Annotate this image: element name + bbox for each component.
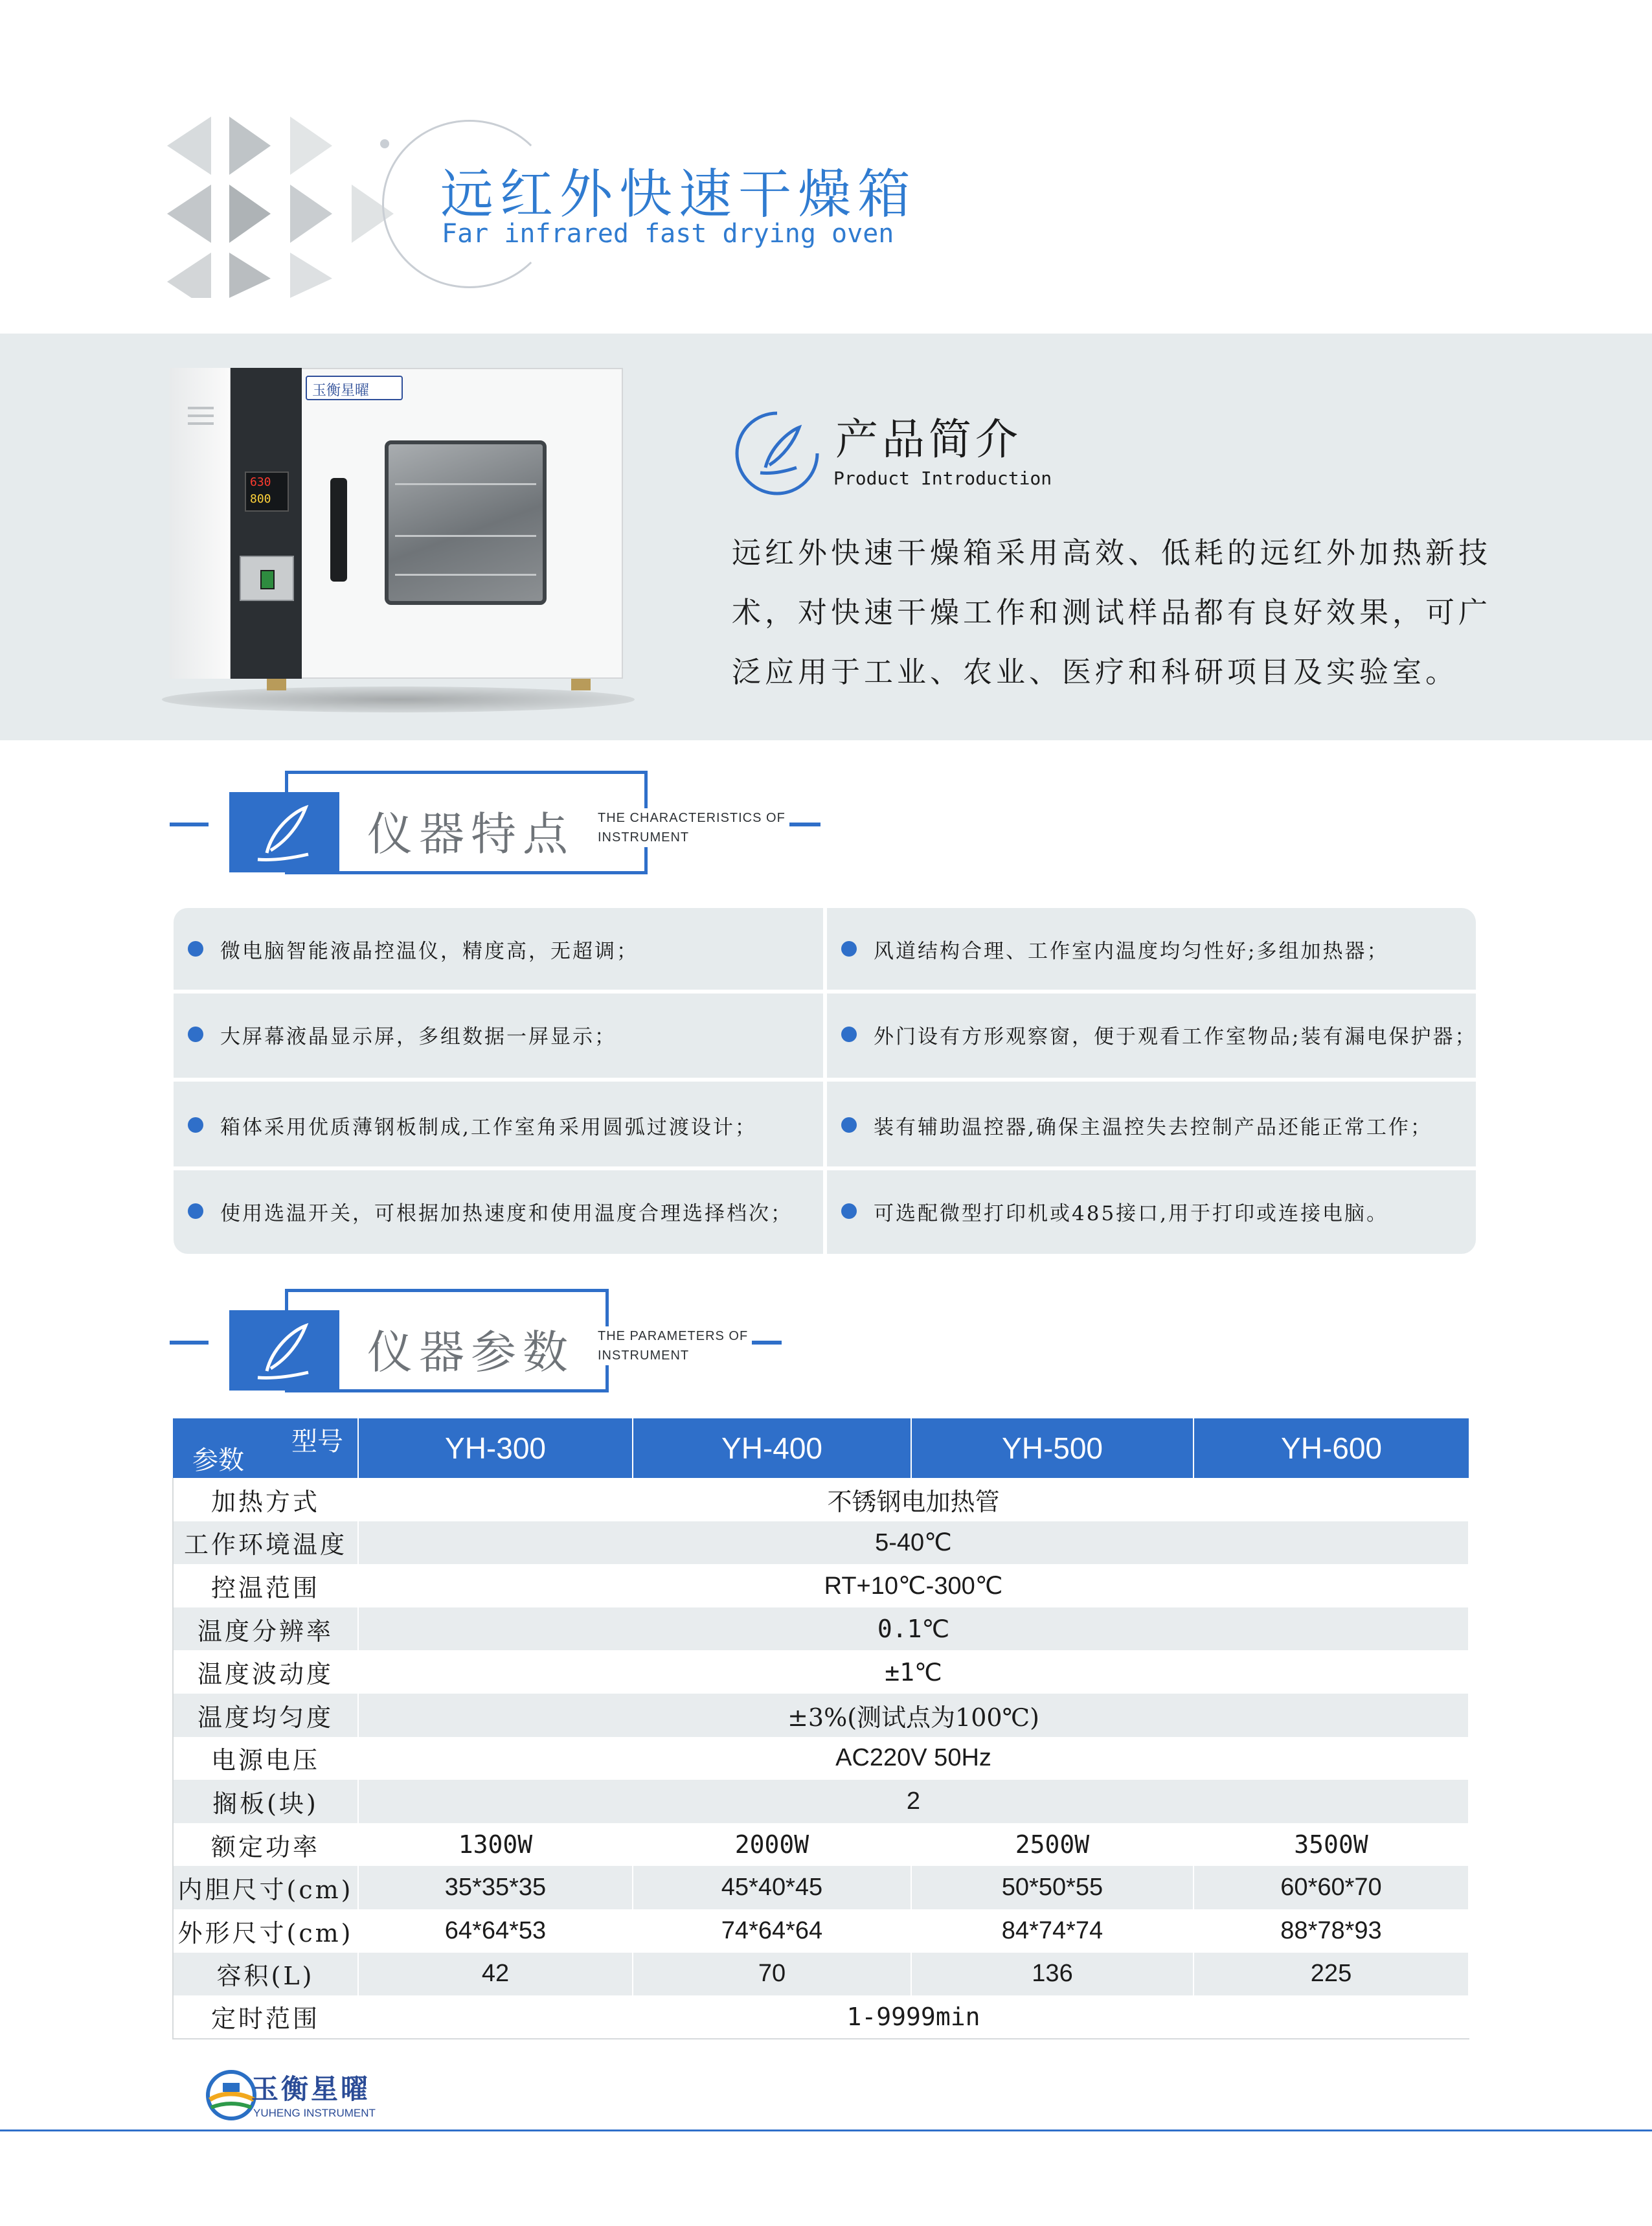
model-header: YH-300	[358, 1418, 633, 1478]
feature-item: 可选配微型打印机或485接口,用于打印或连接电脑。	[827, 1170, 1476, 1252]
table-row: 电源电压 AC220V 50Hz	[173, 1737, 1469, 1780]
params-title: 仪器参数	[361, 1316, 581, 1381]
oven-brand-label: 玉衡星曜	[306, 376, 403, 400]
intro-paragraph	[732, 523, 1506, 702]
table-row: 定时范围 1-9999min	[173, 1995, 1469, 2039]
product-image-oven	[170, 368, 623, 685]
features-title: 仪器特点	[361, 798, 581, 863]
feature-item: 外门设有方形观察窗，便于观看工作室物品;装有漏电保护器；	[827, 994, 1476, 1075]
oven-viewing-window	[385, 440, 547, 605]
intro-line: 远红外快速干燥箱采用高效、低耗的远红外加热新技	[732, 536, 1492, 570]
section-dash-left	[170, 823, 209, 826]
feature-item: 微电脑智能液晶控温仪，精度高，无超调；	[174, 908, 823, 990]
oven-door-handle	[330, 478, 347, 582]
features-grid	[174, 908, 1476, 1254]
feature-item: 装有辅助温控器,确保主温控失去控制产品还能正常工作；	[827, 1084, 1476, 1166]
bullet-dot	[841, 941, 857, 957]
bullet-dot	[188, 1203, 203, 1219]
table-row: 加热方式 不锈钢电加热管	[173, 1478, 1469, 1521]
page-title: 远红外快速干燥箱	[440, 164, 918, 225]
section-icon-box	[229, 1310, 339, 1391]
intro-title: 产品简介	[835, 415, 1022, 464]
params-title-en: THE PARAMETERS OF INSTRUMENT	[594, 1326, 752, 1365]
footer-divider	[0, 2129, 1652, 2131]
company-name-en: YUHENG INSTRUMENT	[253, 2107, 376, 2119]
intro-line: 泛应用于工业、农业、医疗和科研项目及实验室。	[732, 655, 1459, 689]
feature-item: 使用选温开关，可根据加热速度和使用温度合理选择档次；	[174, 1170, 823, 1252]
quill-circle-icon	[732, 408, 822, 499]
table-row: 温度分辨率 0.1℃	[173, 1607, 1469, 1651]
model-header: YH-500	[911, 1418, 1194, 1478]
oven-side	[170, 368, 231, 679]
bullet-dot	[188, 1027, 203, 1042]
table-row: 容积(L) 42 70 136 225	[173, 1953, 1469, 1996]
page-subtitle: Far infrared fast drying oven	[442, 219, 894, 249]
bullet-dot	[841, 1117, 857, 1133]
table-row: 工作环境温度 5-40℃	[173, 1521, 1469, 1565]
bullet-dot	[841, 1027, 857, 1042]
header-triangle-ornament	[167, 117, 413, 298]
section-icon-box	[229, 792, 339, 872]
intro-subtitle: Product Introduction	[833, 468, 1052, 489]
table-row: 外形尺寸(cm) 64*64*53 74*64*64 84*74*74 88*78*93	[173, 1909, 1469, 1953]
bullet-dot	[841, 1203, 857, 1219]
table-row: 搁板(块) 2	[173, 1780, 1469, 1823]
oven-shadow	[162, 687, 635, 712]
oven-power-switch	[240, 556, 294, 601]
intro-line: 术，对快速干燥工作和测试样品都有良好效果，可广	[732, 595, 1492, 630]
table-row: 控温范围 RT+10℃-300℃	[173, 1564, 1469, 1607]
feature-item: 大屏幕液晶显示屏，多组数据一屏显示；	[174, 994, 823, 1075]
table-header-row	[173, 1418, 1469, 1478]
feature-item: 风道结构合理、工作室内温度均匀性好;多组加热器；	[827, 908, 1476, 990]
bullet-dot	[188, 941, 203, 957]
features-section-header	[170, 771, 824, 881]
feature-item: 箱体采用优质薄钢板制成,工作室角采用圆弧过渡设计；	[174, 1084, 823, 1166]
table-row: 额定功率 1300W 2000W 2500W 3500W	[173, 1823, 1469, 1867]
company-name: 玉衡星曜	[251, 2073, 371, 2105]
table-row: 温度波动度 ±1℃	[173, 1650, 1469, 1694]
quill-icon	[229, 1310, 339, 1391]
bullet-dot	[188, 1117, 203, 1133]
quill-icon	[229, 792, 339, 872]
oven-temperature-display: 630 800	[245, 471, 289, 512]
features-title-en: THE CHARACTERISTICS OF INSTRUMENT	[594, 808, 789, 847]
model-header: YH-400	[633, 1418, 911, 1478]
model-header: YH-600	[1194, 1418, 1469, 1478]
table-row: 温度均匀度 ±3%(测试点为100℃)	[173, 1694, 1469, 1737]
header-arc-dot	[379, 139, 390, 149]
params-section-header	[170, 1289, 824, 1399]
table-corner-cell: 型号 参数	[173, 1418, 358, 1478]
section-dash-left	[170, 1341, 209, 1345]
table-row: 内胆尺寸(cm) 35*35*35 45*40*45 50*50*55 60*60*70	[173, 1866, 1469, 1909]
oven-control-panel	[231, 368, 302, 679]
parameters-table	[172, 1418, 1469, 2039]
